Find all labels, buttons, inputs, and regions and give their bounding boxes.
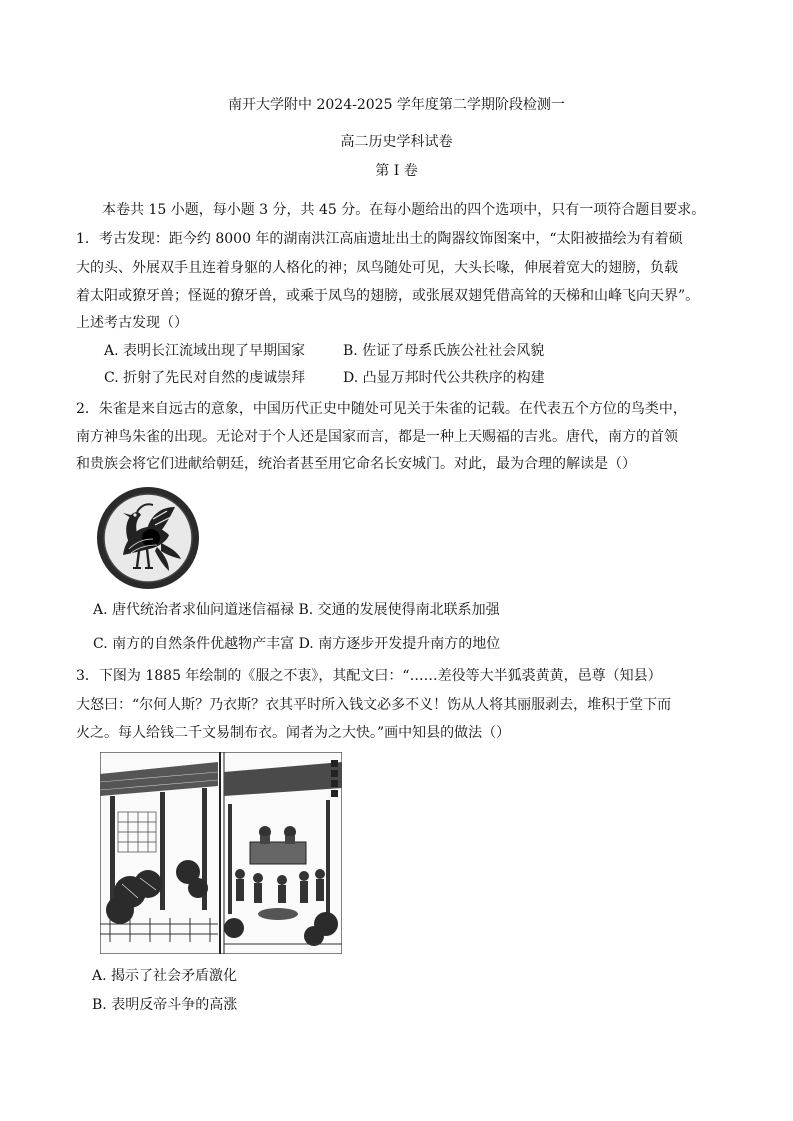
q1-option-d[interactable]: D. 凸显万邦时代公共秩序的构建 (343, 370, 545, 386)
q2-line-2: 南方神鸟朱雀的出现。无论对于个人还是国家而言，都是一种上天赐福的吉兆。唐代，南方的首领 (76, 429, 678, 445)
q2-options-cd[interactable]: C. 南方的自然条件优越物产丰富 D. 南方逐步开发提升南方的地位 (93, 636, 501, 652)
vermilion-bird-medallion-image (95, 485, 201, 591)
q2-line-1: 2．朱雀是来自远古的意象，中国历代正史中随处可见关于朱雀的记载。在代表五个方位的鸟类中， (76, 401, 687, 417)
volume-label: 第 I 卷 (375, 163, 418, 179)
exam-subtitle: 高二历史学科试卷 (340, 134, 453, 150)
q1-line-4: 上述考古发现（） (76, 315, 188, 331)
q1-option-b[interactable]: B. 佐证了母系氏族公社社会风貌 (343, 343, 545, 359)
illustration-image (100, 752, 342, 954)
q3-line-3: 火之。每人给钱二千文易制布衣。闻者为之大快。”画中知县的做法（） (76, 725, 511, 741)
instructions: 本卷共 15 小题，每小题 3 分，共 45 分。在每小题给出的四个选项中，只有一项符合题目要求。 (102, 202, 706, 218)
q3-option-a[interactable]: A. 揭示了社会矛盾激化 (92, 968, 238, 984)
q1-line-3: 着太阳或獠牙兽；怪诞的獠牙兽，或乘于凤鸟的翅膀，或张展双翅凭借高耸的天梯和山峰飞向天界”。 (76, 288, 700, 304)
q1-option-c[interactable]: C. 折射了先民对自然的虔诚崇拜 (104, 370, 306, 386)
q2-options-ab[interactable]: A. 唐代统治者求仙问道迷信福禄 B. 交通的发展使得南北联系加强 (93, 602, 500, 618)
q1-option-a[interactable]: A. 表明长江流域出现了早期国家 (104, 343, 306, 359)
q3-option-b[interactable]: B. 表明反帝斗争的高涨 (92, 997, 238, 1013)
exam-title: 南开大学附中 2024-2025 学年度第二学期阶段检测一 (228, 97, 565, 113)
q3-line-1: 3．下图为 1885 年绘制的《服之不衷》，其配文曰：“……差役等大半狐裘黄黄，邑尊（知县） (76, 668, 662, 684)
q2-line-3: 和贵族会将它们进献给朝廷，统治者甚至用它命名长安城门。对此，最为合理的解读是（） (76, 456, 636, 472)
q1-line-2: 大的头、外展双手且连着身躯的人格化的神；凤鸟随处可见，大头长喙，伸展着宽大的翅膀，负载 (76, 260, 678, 276)
bird-icon (95, 485, 201, 591)
q1-line-1: 1．考古发现：距今约 8000 年的湖南洪江高庙遗址出土的陶器纹饰图案中，“太阳被描绘为有着硕 (76, 231, 683, 247)
q3-line-2: 大怒曰：“尔何人斯？乃衣斯？衣其平时所入钱文必多不义！饬从人将其丽服剥去，堆积于堂下而 (76, 697, 672, 713)
